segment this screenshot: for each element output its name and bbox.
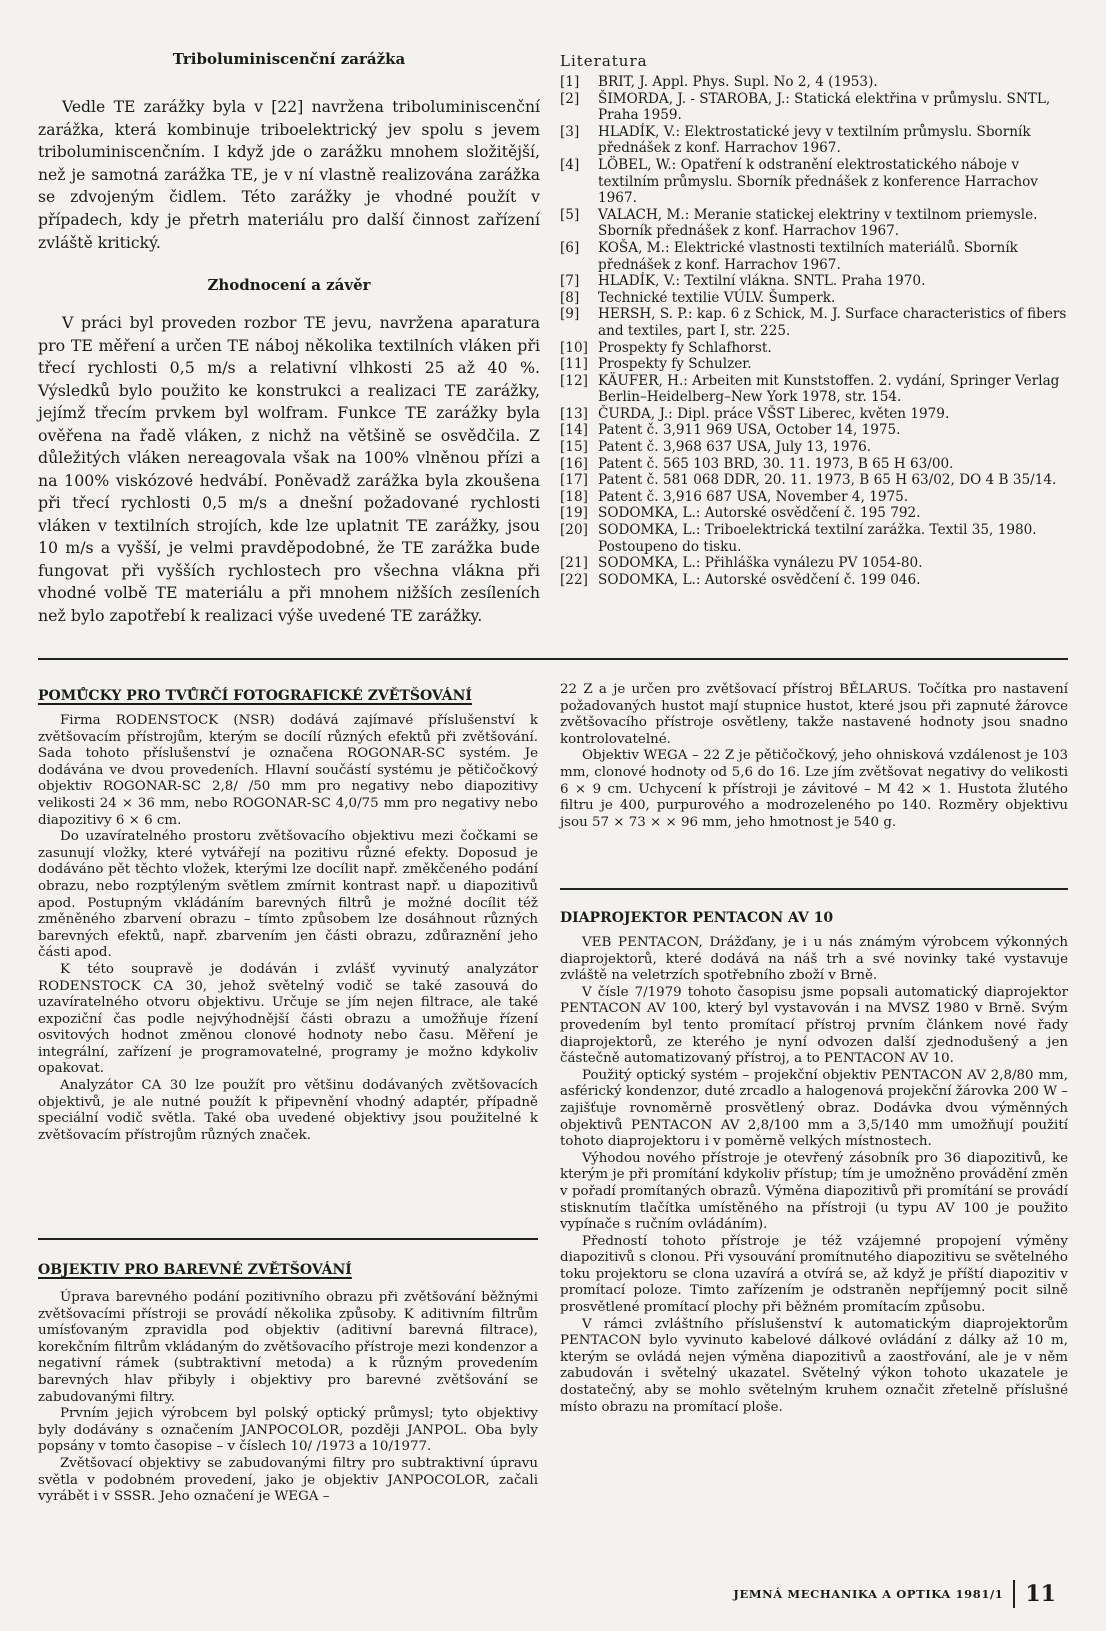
reference-text: VALACH, M.: Meranie statickej elektriny v textilnom priemysle. Sborník přednášek z konf. Harrachov 1967.	[598, 206, 1038, 240]
paragraph: Úprava barevného podání pozitivního obrazu při zvětšování běžnými zvětšovacími přístroji se provádí několika způsoby. K aditivním filtrům umísťovaným zpravidla pod objektiv (aditivní barevná filtrace), korekčním filtrům vkládaným do zvětšovacího přístroje mezi kondenzor a negativní rámek (subtraktivní metoda) a k různým provedením barevných hlav přibyly i objektivy pro barevné zvětšování se zabudovanými filtry.	[38, 1290, 538, 1405]
references-title: Literatura	[560, 52, 648, 70]
reference-item	[560, 439, 1070, 456]
paragraph: Vedle TE zarážky byla v [22] navržena triboluminiscenční zarážka, která kombinuje triboelektrický jev spolu s jevem triboluminiscenčním. I když jde o zarážku mnohem složitější, než je samotná zarážka TE, je v ní vlastně realizována zarážka se zdvojeným čidlem. Této zarážky je vhodné použít v případech, kdy je přetrh materiálu pro další činnost zařízení zvláště kritický.	[38, 98, 540, 252]
reference-text: KOŠA, M.: Elektrické vlastnosti textilních materiálů. Sborník přednášek z konf. Harrachov 1967.	[598, 239, 1018, 273]
paragraph: Zvětšovací objektivy se zabudovanými filtry pro subtraktivní úpravu světla v podobném provedení, jako je objektiv JANPOCOLOR, začali vyrábět i v SSSR. Jeho označení je WEGA –	[38, 1455, 538, 1505]
paragraph: VEB PENTACON, Drážďany, je i u nás známým výrobcem výkonných diaprojektorů, které dodává na náš trh a své novinky také vystavuje zvláště na veletrzích spotřebního zboží v Brně.	[560, 935, 1068, 984]
paragraph: K této soupravě je dodáván i zvlášť vyvinutý analyzátor RODENSTOCK CA 30, jehož světelný vodič se také zasouvá do uzavíratelného otvoru objektivu. Určuje se jím nejen filtrace, ale také expoziční čas podle nejvýhodnější části obrazu a umožňuje řízení osvitových hodnot změnou clonové hodnoty nebo času. Měření je integrální, zařízení je programovatelné, programy je možno kdykoliv opakovat.	[38, 961, 538, 1077]
reference-number: [6]	[560, 239, 580, 256]
reference-text: Patent č. 581 068 DDR, 20. 11. 1973, B 65 H 63/02, DO 4 B 35/14.	[598, 472, 1057, 489]
paragraph: Předností tohoto přístroje je též vzájemné propojení výměny diapozitivů s clonou. Při vysouvání promítnutého diapozitivu se světelného toku projektoru se clona uzavírá a otvírá se, až když je příští diapozitiv v promítací poloze. Timto zařízením je odstraněn nepříjemný pocit silně prosvětlené promítací plochy při běžném promítacím způsobu.	[560, 1233, 1068, 1316]
reference-number: [8]	[560, 289, 580, 306]
page-number: 11	[1025, 1581, 1056, 1607]
reference-text: Patent č. 3,968 637 USA, July 13, 1976.	[598, 439, 872, 456]
reference-item	[560, 240, 1070, 273]
reference-text: HERSH, S. P.: kap. 6 z Schick, M. J. Surface characteristics of fibers and textiles, part I, str. 225.	[598, 306, 1067, 339]
reference-text: Prospekty fy Schlafhorst.	[598, 339, 772, 356]
reference-number: [2]	[560, 90, 580, 107]
reference-number: [14]	[560, 422, 588, 439]
paragraph: Prvním jejich výrobcem byl polský optický průmysl; tyto objektivy byly dodávány s označením JANPOCOLOR, později JANPOL. Oba byly popsány v tomto časopise – v číslech 10/ /1973 a 10/1977.	[38, 1406, 538, 1455]
paragraph: V čísle 7/1979 tohoto časopisu jsme popsali automatický diaprojektor PENTACON AV 100, který byl vystavován i na MVSZ 1980 v Brně. Svým provedením byl tento promítací přístroj prvním článkem nové řady diaprojektorů, ze kterého je nyní odvozen další zjednodušený a jen částečně automatizovaný přístroj, a to PENTACON AV 10.	[560, 984, 1068, 1067]
reference-item	[560, 406, 1070, 423]
reference-text: SODOMKA, L.: Autorské osvědčení č. 199 046.	[598, 571, 921, 588]
reference-number: [10]	[560, 339, 588, 356]
reference-item	[560, 373, 1070, 406]
reference-number: [3]	[560, 123, 580, 140]
reference-number: [20]	[560, 522, 588, 539]
article-objektiv	[38, 1262, 538, 1506]
heading-zhodnoceni-a-zaver: Zhodnocení a závěr	[207, 276, 371, 295]
reference-text: Patent č. 565 103 BRD, 30. 11. 1973, B 65 H 63/00.	[598, 455, 954, 472]
reference-text: BRIT, J. Appl. Phys. Supl. No 2, 4 (1953).	[598, 74, 878, 90]
page-footer	[733, 1580, 1056, 1608]
section-divider	[560, 888, 1068, 890]
reference-number: [11]	[560, 356, 588, 373]
reference-text: KÄUFER, H.: Arbeiten mit Kunststoffen. 2. vydání, Springer Verlag Berlin–Heidelberg–New York 1978, str. 154.	[598, 372, 1060, 406]
reference-text: Technické textilie VÚLV. Šumperk.	[598, 289, 836, 306]
footer-separator	[1013, 1580, 1015, 1608]
reference-text: Patent č. 3,916 687 USA, November 4, 1975.	[598, 488, 909, 505]
reference-number: [17]	[560, 472, 588, 489]
reference-text: LÖBEL, W.: Opatření k odstranění elektrostatického náboje v textilním průmyslu. Sborník přednášek z konference Harrachov 1967.	[598, 156, 1038, 207]
reference-item	[560, 456, 1070, 473]
section-title-diaprojektor: DIAPROJEKTOR PENTACON AV 10	[560, 910, 834, 926]
reference-item	[560, 489, 1070, 506]
references-list	[560, 74, 1070, 588]
section-divider	[38, 658, 1068, 660]
reference-text: SODOMKA, L.: Autorské osvědčení č. 195 792.	[598, 505, 921, 522]
heading-triboluminiscencni-zarazka: Triboluminiscenční zarážka	[172, 50, 406, 68]
reference-text: ČURDA, J.: Dipl. práce VŠST Liberec, květen 1979.	[598, 405, 950, 422]
reference-text: ŠIMORDA, J. - STAROBA, J.: Statická elektřina v průmyslu. SNTL, Praha 1959.	[598, 90, 1051, 124]
reference-number: [1]	[560, 74, 580, 90]
reference-item	[560, 572, 1070, 589]
reference-item	[560, 207, 1070, 240]
paragraph: Použitý optický systém – projekční objektiv PENTACON AV 2,8/80 mm, asférický kondenzor, duté zrcadlo a halogenová projekční žárovka 200 W – zajišťuje rovnoměrně prosvětlený obraz. Dodávka dvou výměnných objektivů PENTACON AV 2,8/100 mm a 3,5/140 mm umožňují použití tohoto diaprojektoru i v poměrně velkých místnostech.	[560, 1067, 1068, 1150]
reference-item	[560, 522, 1070, 555]
paragraph: Do uzavíratelného prostoru zvětšovacího objektivu mezi čočkami se zasunují vložky, které vytvářejí na pozitivu různé efekty. Doposud je dodáváno pět těchto vložek, kterými lze docílit např. změkčeného podání obrazu, nebo rozptýleným světlem zmírnit kontrast např. u diapozitivů apod. Postupným vkládáním barevných filtrů je možné docílit též změněného zbarvení obrazu – tímto způsobem lze dosáhnout různých barevných efektů, např. zbarvením jen části obrazu, zdůraznění jeho části apod.	[38, 829, 538, 961]
article-top-left	[38, 50, 540, 627]
paragraph: Objektiv WEGA – 22 Z je pětičočkový, jeho ohnisková vzdálenost je 103 mm, clonové hodnoty od 5,6 do 16. Lze jím zvětšovat negativy do velikosti 6 × 9 cm. Uchycení k přístroji je závitové – M 42 × 1. Hustota žlutého filtru je 400, purpurového a modrozeleného po 140. Rozměry objektivu jsou 57 × 73 × × 96 mm, jeho hmotnost je 540 g.	[560, 748, 1068, 830]
reference-item	[560, 555, 1070, 572]
reference-number: [7]	[560, 273, 580, 290]
paragraph: 22 Z a je určen pro zvětšovací přístroj BĚLARUS. Točítka pro nastavení požadovaných hustot mají stupnice hustot, které jsou při zapnuté žárovce zvětšovacího přístroje osvětleny, takže nastavené hodnoty jsou snadno kontrolovatelné.	[560, 682, 1068, 747]
article-pomucky	[38, 688, 538, 1144]
reference-number: [21]	[560, 555, 588, 572]
article-diaprojektor	[560, 910, 1068, 1416]
reference-text: SODOMKA, L.: Triboelektrická textilní zarážka. Textil 35, 1980. Postoupeno do tisku.	[598, 522, 1037, 555]
reference-number: [12]	[560, 372, 588, 389]
reference-item	[560, 340, 1070, 357]
reference-number: [16]	[560, 455, 588, 472]
section-title-objektiv: OBJEKTIV PRO BAREVNÉ ZVĚTŠOVÁNÍ	[38, 1262, 352, 1278]
reference-text: Prospekty fy Schulzer.	[598, 356, 752, 373]
reference-text: HLADÍK, V.: Elektrostatické jevy v textilním průmyslu. Sborník přednášek z konf. Harrachov 1967.	[598, 123, 1031, 157]
reference-item	[560, 306, 1070, 339]
journal-name: JEMNÁ MECHANIKA A OPTIKA 1981/1	[733, 1587, 1004, 1601]
reference-text: Patent č. 3,911 969 USA, October 14, 1975.	[598, 422, 901, 439]
reference-number: [15]	[560, 439, 588, 456]
reference-item	[560, 505, 1070, 522]
reference-text: HLADÍK, V.: Textilní vlákna. SNTL. Praha 1970.	[598, 273, 926, 290]
reference-item	[560, 273, 1070, 290]
reference-number: [9]	[560, 306, 580, 323]
reference-number: [19]	[560, 505, 588, 522]
reference-item	[560, 356, 1070, 373]
section-divider	[38, 1238, 538, 1240]
reference-number: [18]	[560, 488, 588, 505]
reference-item	[560, 290, 1070, 307]
references-section	[560, 52, 1070, 588]
paragraph: V rámci zvláštního příslušenství k automatickým diaprojektorům PENTACON bylo vyvinuto kabelové dálkové ovládání z dálky až 10 m, kterým se ovládá nejen výměna diapozitivů a zaostřování, ale je v něm zabudován i světelný ukazatel. Světelný výkon tohoto ukazatele je dostatečný, aby se mohlo světelným kruhem označit zřetelně příslušné místo obrazu na promítací ploše.	[560, 1316, 1068, 1415]
article-objektiv-continued	[560, 682, 1068, 831]
reference-item	[560, 91, 1070, 124]
reference-item	[560, 472, 1070, 489]
paragraph: V práci byl proveden rozbor TE jevu, navržena aparatura pro TE měření a určen TE náboj několika textilních vláken při třecí rychlosti 0,5 m/s a relativní vlhkosti 25 až 40 %. Výsledků bylo použito ke konstrukci a realizaci TE zarážky, jejímž třecím prvkem byl wolfram. Funkce TE zarážky byla ověřena na řadě vláken, z nichž na většině se osvědčila. Z důležitých vláken nereagovala však na 100% vlněnou přízi a na 100% viskózové hedvábí. Poněvadž zarážka byla zkoušena při třecí rychlosti 0,5 m/s a dnešní požadované rychlosti vláken v textilních strojích, kde lze uplatnit TE zarážky, jsou 10 m/s a vyšší, je velmi pravděpodobné, že TE zarážka bude fungovat při vyšších rychlostech pro všechna vlákna při vhodné volbě TE materiálu a při mnohem nižších zesíleních než bylo zapotřebí k realizaci výše uvedené TE zarážky.	[38, 313, 540, 625]
reference-number: [22]	[560, 571, 588, 588]
paragraph: Analyzátor CA 30 lze použít pro většinu dodávaných zvětšovacích objektivů, je ale nutné použít k připevnění vhodný adaptér, případně speciální vodič světla. Také oba uvedené objektivy jsou použitelné k zvětšovacím přístrojům různých značek.	[38, 1078, 538, 1143]
reference-number: [5]	[560, 206, 580, 223]
paragraph: Firma RODENSTOCK (NSR) dodává zajímavé příslušenství k zvětšovacím přístrojům, kterým se docílí různých efektů při zvětšování. Sada tohoto příslušenství je označena ROGONAR-SC systém. Je dodávána ve dvou provedeních. Hlavní součástí systému je pětičočkový objektiv ROGONAR-SC 2,8/ /50 mm pro negativy nebo diapozitivy velikosti 24 × 36 mm, nebo ROGONAR-SC 4,0/75 mm pro negativy nebo diapozitivy 6 × 6 cm.	[38, 713, 538, 828]
reference-number: [13]	[560, 405, 588, 422]
reference-text: SODOMKA, L.: Přihláška vynálezu PV 1054-80.	[598, 555, 923, 572]
reference-item	[560, 422, 1070, 439]
section-title-pomucky: POMŮCKY PRO TVŮRČÍ FOTOGRAFICKÉ ZVĚTŠOVÁNÍ	[38, 688, 472, 704]
reference-item	[560, 157, 1070, 207]
reference-number: [4]	[560, 156, 580, 173]
reference-item	[560, 124, 1070, 157]
paragraph: Výhodou nového přístroje je otevřený zásobník pro 36 diapozitivů, ke kterým je při promítání kdykoliv přístup; tím je umožněno provádění změn v pořadí promítaných obrazů. Výměna diapozitivů při promítání se provádí stisknutím tlačítka umístěného na přístroji (u typu AV 100 je použito vypínače s ručním ovládáním).	[560, 1150, 1068, 1233]
reference-item	[560, 74, 1070, 91]
